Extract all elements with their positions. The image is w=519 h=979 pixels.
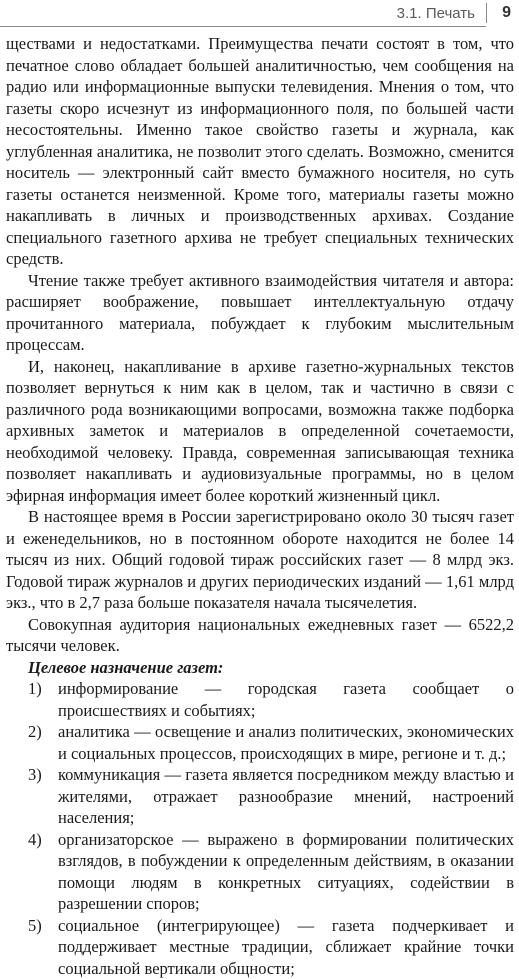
list-item-text: аналитика — освещение и анализ политических, экономических и социальных процессов, происходящих в мире, регионе и т. д.;: [58, 721, 514, 764]
page-header: [0, 0, 519, 30]
list-item: [6, 829, 514, 915]
list-item-number: 5): [6, 915, 58, 937]
paragraph: И, наконец, накапливание в архиве газетно-журнальных текстов позволяет вернуться к ним как в целом, так и частично в связи с различного рода возникающими вопросами, возможна также подборка архивных заметок и материалов в определенной сочетаемости, необходимой человеку. Правда, современная записывающая техника позволяет накапливать и аудиовизуальные программы, но в целом эфирная информация имеет более короткий жизненный цикл.: [6, 356, 514, 507]
list-item: [6, 764, 514, 829]
list-item: [6, 721, 514, 764]
list-item-text: информирование — городская газета сообщает о происшествиях и событиях;: [58, 678, 514, 721]
header-rule: [0, 26, 486, 27]
purposes-list: [6, 678, 514, 979]
list-item-number: 1): [6, 678, 58, 700]
list-item-number: 2): [6, 721, 58, 743]
paragraph: В настоящее время в России зарегистрировано около 30 тысяч газет и еженедельников, но в постоянном обороте находится не более 14 тысяч из них. Общий годовой тираж российских газет — 8 млрд экз. Годовой тираж журналов и других периодических изданий — 1,61 млрд экз., что в 2,7 раза больше показателя начала тысячелетия.: [6, 506, 514, 614]
page-number: 9: [502, 4, 511, 22]
paragraph: Чтение также требует активного взаимодействия читателя и автора: расширяет воображение, повышает интеллектуальную отдачу прочитанного материала, побуждает к глубоким мыслительным процессам.: [6, 270, 514, 356]
header-separator: [486, 3, 487, 23]
list-item-number: 4): [6, 829, 58, 851]
list-item: [6, 915, 514, 979]
paragraph-continuation: ществами и недостатками. Преимущества печати состоят в том, что печатное слово обладает большей аналитичностью, чем сообщения на радио или информационные выпуски телевидения. Мнения о том, что газеты скоро исчезнут из информационного поля, по большей части несостоятельны. Именно такое свойство газеты и журнала, как углубленная аналитика, не позволит этого сделать. Возможно, сменится носитель — электронный сайт вместо бумажного носителя, но суть газеты останется неизменной. Кроме того, материалы газеты можно накапливать в личных и производственных архивах. Создание специального газетного архива не требует специальных технических средств.: [6, 33, 514, 270]
list-item-text: организаторское — выражено в формировании политических взглядов, в побуждении к определенным действиям, в оказании помощи людям в конкретных ситуациях, содействии в разрешении споров;: [58, 829, 514, 915]
paragraph: Совокупная аудитория национальных ежедневных газет — 6522,2 тысячи человек.: [6, 614, 514, 657]
list-item: [6, 678, 514, 721]
list-heading: Целевое назначение газет:: [6, 657, 514, 679]
list-item-text: социальное (интегрирующее) — газета подчеркивает и поддерживает местные традиции, сближает крайние точки социальной вертикали общности;: [58, 915, 514, 979]
list-item-text: коммуникация — газета является посредником между властью и жителями, отражает разнообразие мнений, настроений населения;: [58, 764, 514, 829]
page-body: [6, 33, 514, 979]
list-item-number: 3): [6, 764, 58, 786]
section-title: 3.1. Печать: [397, 5, 475, 22]
